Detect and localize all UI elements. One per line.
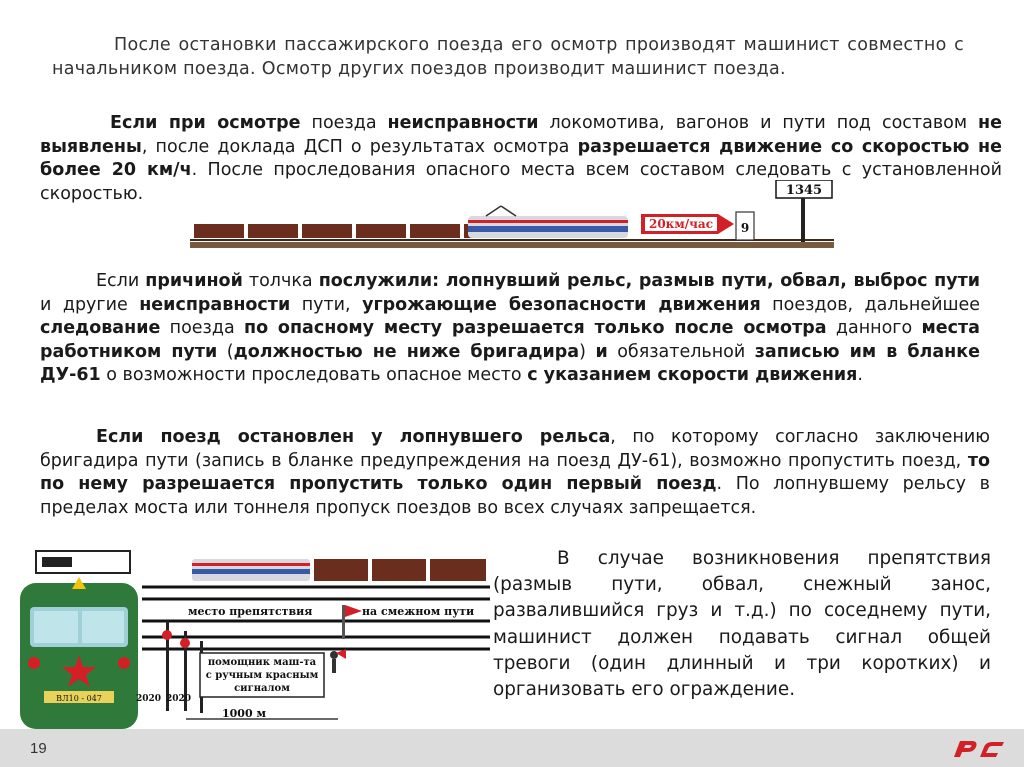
diagram-train-speed-limit	[186, 180, 836, 258]
locomotive-icon	[468, 206, 628, 238]
marker-label: 9	[740, 221, 750, 235]
label-adjacent-track: на смежном пути	[362, 605, 475, 618]
footer-bar	[0, 729, 1024, 767]
loco-number: ВЛ10 - 047	[56, 694, 102, 703]
paragraph-general-alarm: В случае возникновения препятствия (размыв пути, обвал, снежный занос, развалившийся груз и т.д.) по соседнему пути, машинист должен подавать сигнал общей тревоги (один длинный и три коротких) и организовать его ограждение.	[493, 548, 991, 701]
label-num-2: 2020	[166, 694, 192, 704]
label-num-1: 2020	[136, 694, 162, 704]
speed-label: 20км/час	[648, 217, 714, 231]
train-icon	[192, 559, 486, 581]
kilometer-marker	[736, 212, 754, 240]
diagram-obstacle-adjacent-track	[20, 545, 490, 730]
paragraph-no-faults: Если при осмотре поезда неисправности локомотива, вагонов и пути под составом не выявлены, после доклада ДСП о результатах осмотра разрешается движение со скоростью не более 20 км/ч. После проследования опасного места всем составом следовать с установленной скоростью.	[40, 113, 1002, 204]
helper-figure-icon	[330, 649, 346, 673]
paragraph-broken-rail: Если поезд остановлен у лопнувшего рельса, по которому согласно заключению бригадира пути (запись в бланке предупреждения на поезд ДУ-61), возможно пропустить поезд, то по нему разрешается пропустить только один первый поезд. По лопнувшему рельсу в пределах моста или тоннеля пропуск поездов во всех случаях запрещается.	[40, 427, 990, 518]
page-number: 19	[30, 740, 47, 757]
paragraph-passenger-inspection: После остановки пассажирского поезда его осмотр производят машинист совместно с начальником поезда. Осмотр других поездов производит машинист поезда.	[52, 35, 964, 79]
rzd-logo-icon	[950, 737, 1008, 761]
label-helper-2: с ручным красным	[205, 670, 319, 681]
helper-signal-box	[200, 653, 324, 697]
km-post-label: 1345	[785, 183, 823, 198]
speed-limit-sign	[641, 214, 734, 234]
label-distance: 1000 м	[222, 707, 266, 720]
freight-wagons	[194, 224, 514, 238]
label-helper-1: помощник маш-та	[207, 657, 317, 668]
locomotive-front-icon	[20, 577, 138, 729]
paragraph-track-defects: Если причиной толчка послужили: лопнувший рельс, размыв пути, обвал, выброс пути и другие неисправности пути, угрожающие безопасности движения поездов, дальнейшее следование поезда по опасному месту разрешается только после осмотра данного места работником пути (должностью не ниже бригадира) и обязательной записью им в бланке ДУ-61 о возможности проследовать опасное место с указанием скорости движения.	[40, 271, 980, 386]
label-helper-3: сигналом	[234, 683, 290, 694]
label-obstacle: место препятствия	[188, 605, 313, 618]
tracks	[142, 587, 490, 649]
km-post-sign	[776, 180, 832, 242]
